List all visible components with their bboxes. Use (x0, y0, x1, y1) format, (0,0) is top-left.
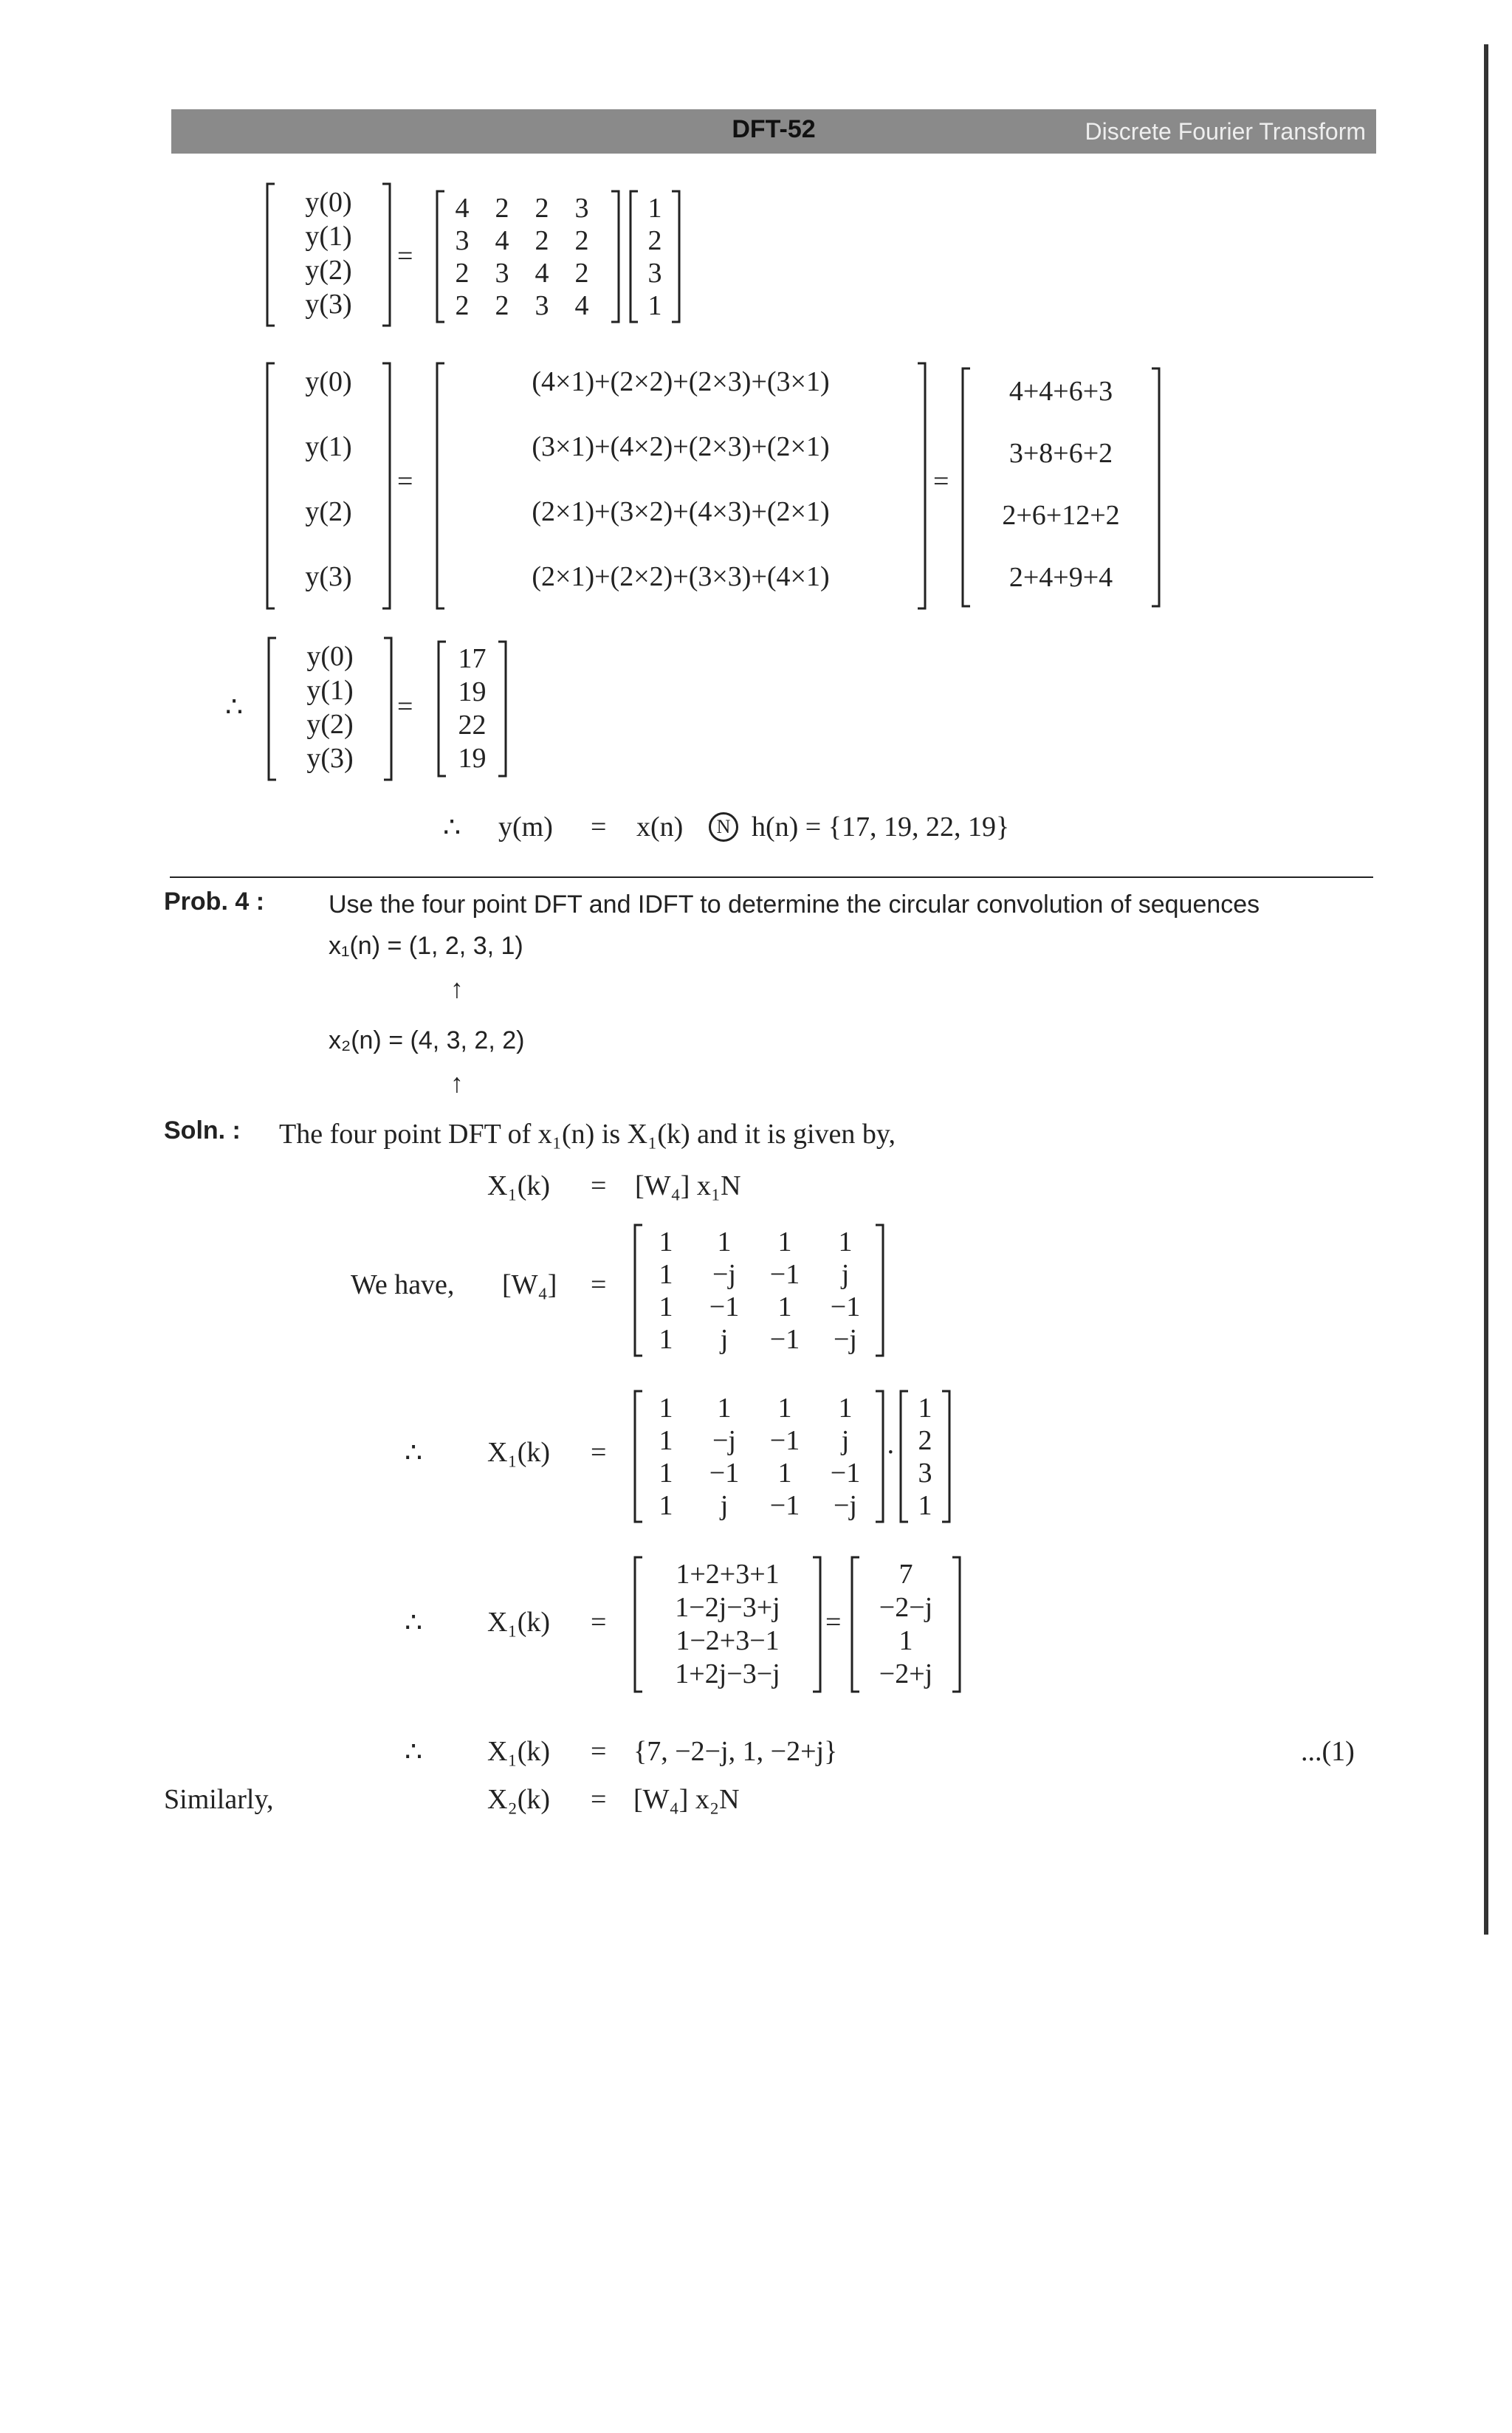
eq1-coef-matrix (436, 188, 620, 325)
w4-matrix-2 (633, 1388, 884, 1525)
v1-3: 1 (647, 290, 662, 321)
w2-03: 1 (838, 1393, 853, 1424)
w4-equals: = (591, 1269, 607, 1300)
sum-equals: = (591, 1607, 607, 1638)
eq2-lhs-3: y(3) (305, 561, 352, 592)
w2-21: −1 (709, 1458, 740, 1489)
eq1-lhs-matrix (266, 181, 391, 329)
page-number: DFT-52 (732, 115, 816, 143)
prob-label: Prob. 4 : (164, 888, 265, 916)
w2-12: −1 (769, 1425, 800, 1456)
w-01: 1 (717, 1226, 732, 1257)
eq1-vector (629, 188, 681, 325)
eq3-lhs-0: y(0) (306, 641, 354, 672)
eq3-result-vector (437, 639, 507, 779)
x1k-lhs: X₁(k) (487, 1437, 550, 1468)
eq2-exp-2: (2×1)+(3×2)+(4×3)+(2×1) (532, 496, 830, 527)
w2-00: 1 (659, 1393, 673, 1424)
eq2-equals-2: = (933, 466, 949, 497)
x2k-rhs: [W₄] x₂N (633, 1784, 740, 1815)
w-23: −1 (830, 1291, 861, 1322)
w2-11: −j (712, 1425, 736, 1456)
w-32: −1 (769, 1324, 800, 1355)
w-12: −1 (769, 1259, 800, 1290)
eq2-exp-0: (4×1)+(2×2)+(2×3)+(3×1) (532, 366, 830, 397)
eq3-lhs-3: y(3) (306, 743, 354, 774)
concl-equals: = (591, 811, 607, 843)
xv-0: 1 (918, 1393, 932, 1424)
prob-x1: x₁(n) = (1, 2, 3, 1) (329, 932, 523, 960)
eq1-equals: = (397, 241, 413, 272)
w2-20: 1 (659, 1458, 673, 1489)
res-3: 19 (458, 743, 487, 774)
m1-32: 3 (535, 290, 549, 321)
w2-33: −j (834, 1490, 857, 1521)
soln-label: Soln. : (164, 1116, 241, 1145)
sum-therefore: ∴ (405, 1607, 423, 1638)
x1-origin-arrow: ↑ (450, 974, 464, 1003)
sum-lhs: X₁(k) (487, 1607, 550, 1638)
final-rhs: {7, −2−j, 1, −2+j} (633, 1736, 838, 1767)
eq2-lhs-2: y(2) (305, 496, 352, 527)
eq3-lhs-2: y(2) (306, 709, 354, 740)
x2k-lhs: X₂(k) (487, 1784, 550, 1815)
circ-n: N (716, 816, 731, 837)
x1k-therefore: ∴ (405, 1438, 423, 1469)
m1-22: 4 (535, 258, 549, 289)
concl-therefore: ∴ (443, 812, 461, 843)
eq2-sum-0: 4+4+6+3 (1008, 376, 1113, 407)
x1-vector (899, 1388, 951, 1525)
final-therefore: ∴ (405, 1737, 423, 1768)
w2-23: −1 (830, 1458, 861, 1489)
concl-lhs: y(m) (498, 811, 553, 843)
prob-text: Use the four point DFT and IDFT to determine the circular convolution of sequences (329, 891, 1260, 919)
xv-1: 2 (918, 1425, 932, 1456)
x2k-equals: = (591, 1784, 607, 1815)
res-1: 19 (458, 676, 487, 707)
m1-02: 2 (535, 193, 549, 224)
m1-23: 2 (574, 258, 589, 289)
concl-result: h(n) = {17, 19, 22, 19} (752, 811, 1010, 843)
eq3-therefore: ∴ (225, 692, 244, 723)
m1-30: 2 (455, 290, 470, 321)
sum-3: 1+2j−3−j (675, 1658, 780, 1689)
w4-matrix (633, 1222, 884, 1359)
eq2-sum-2: 2+6+12+2 (1002, 500, 1120, 531)
eq2-lhs-matrix (266, 360, 391, 611)
w2-31: j (720, 1490, 729, 1521)
m1-01: 2 (495, 193, 509, 224)
m1-21: 3 (495, 258, 509, 289)
chapter-title: Discrete Fourier Transform (1085, 118, 1366, 145)
eq2-exp-3: (2×1)+(2×2)+(3×3)+(4×1) (532, 561, 830, 592)
w2-22: 1 (777, 1458, 792, 1489)
w-21: −1 (709, 1291, 740, 1322)
m1-20: 2 (455, 258, 470, 289)
xv-3: 1 (918, 1490, 932, 1521)
m1-10: 3 (455, 225, 470, 256)
eq2-equals-1: = (397, 466, 413, 497)
we-have: We have, (351, 1269, 455, 1300)
v1-2: 3 (647, 258, 662, 289)
eq3-lhs-1: y(1) (306, 675, 354, 706)
x2-origin-arrow: ↑ (450, 1068, 464, 1098)
eq3-lhs-matrix (267, 635, 393, 783)
rc-2: 1 (898, 1625, 913, 1656)
v1-1: 2 (647, 225, 662, 256)
eq2-exp-1: (3×1)+(4×2)+(2×3)+(2×1) (532, 431, 830, 462)
page-header (171, 109, 1376, 154)
eq1-lhs-0: y(0) (305, 187, 352, 218)
eq1-lhs-3: y(3) (305, 289, 352, 320)
w2-13: j (841, 1425, 850, 1456)
w2-02: 1 (777, 1393, 792, 1424)
sum-2: 1−2+3−1 (676, 1625, 780, 1656)
x1k-equals: = (591, 1437, 607, 1468)
w2-32: −1 (769, 1490, 800, 1521)
res-0: 17 (458, 643, 487, 674)
eq2-lhs-0: y(0) (305, 366, 352, 397)
xv-2: 3 (918, 1458, 932, 1489)
circular-convolution-icon (709, 812, 738, 842)
m1-03: 3 (574, 193, 589, 224)
eq1-lhs-2: y(2) (305, 255, 352, 286)
eq3-equals: = (397, 691, 413, 722)
w-11: −j (712, 1259, 736, 1290)
page-edge (1484, 44, 1488, 1935)
m1-11: 4 (495, 225, 509, 256)
rc-0: 7 (898, 1559, 913, 1590)
soln-text: The four point DFT of x₁(n) is X₁(k) and it is given by, (279, 1119, 896, 1150)
prob-x2: x₂(n) = (4, 3, 2, 2) (329, 1026, 525, 1054)
final-equals: = (591, 1736, 607, 1767)
w4-lhs: [W₄] (502, 1269, 557, 1300)
eq2-expanded-matrix (436, 360, 927, 611)
equation-number: ...(1) (1301, 1736, 1355, 1767)
res-2: 22 (458, 710, 487, 741)
m1-33: 4 (574, 290, 589, 321)
m1-12: 2 (535, 225, 549, 256)
x1k-result-vector (850, 1554, 961, 1695)
w-13: j (841, 1259, 850, 1290)
sum-1: 1−2j−3+j (675, 1592, 780, 1623)
w-03: 1 (838, 1226, 853, 1257)
sum-0: 1+2+3+1 (676, 1559, 780, 1590)
final-lhs: X₁(k) (487, 1736, 550, 1767)
concl-x: x(n) (636, 811, 684, 843)
m1-13: 2 (574, 225, 589, 256)
w-31: j (720, 1324, 729, 1355)
rc-3: −2+j (879, 1658, 933, 1689)
mult-dot: · (886, 1437, 896, 1468)
def-rhs: [W₄] x₁N (635, 1170, 741, 1201)
similarly-label: Similarly, (164, 1784, 274, 1815)
m1-31: 2 (495, 290, 509, 321)
w-33: −j (834, 1324, 857, 1355)
w-22: 1 (777, 1291, 792, 1322)
w-10: 1 (659, 1259, 673, 1290)
def-equals: = (591, 1170, 607, 1201)
eq2-lhs-1: y(1) (305, 431, 352, 462)
section-divider (170, 876, 1373, 878)
rc-1: −2−j (879, 1592, 933, 1623)
eq2-sum-3: 2+4+9+4 (1008, 562, 1113, 593)
w2-10: 1 (659, 1425, 673, 1456)
def-lhs: X₁(k) (487, 1170, 550, 1201)
res-equals: = (825, 1607, 842, 1638)
w2-01: 1 (717, 1393, 732, 1424)
w-20: 1 (659, 1291, 673, 1322)
w-00: 1 (659, 1226, 673, 1257)
v1-0: 1 (647, 193, 662, 224)
eq2-sums-matrix (961, 366, 1161, 609)
eq1-lhs-1: y(1) (305, 221, 352, 252)
w2-30: 1 (659, 1490, 673, 1521)
eq2-sum-1: 3+8+6+2 (1008, 438, 1113, 469)
m1-00: 4 (455, 193, 470, 224)
w-30: 1 (659, 1324, 673, 1355)
w-02: 1 (777, 1226, 792, 1257)
sum-matrix (633, 1554, 822, 1695)
